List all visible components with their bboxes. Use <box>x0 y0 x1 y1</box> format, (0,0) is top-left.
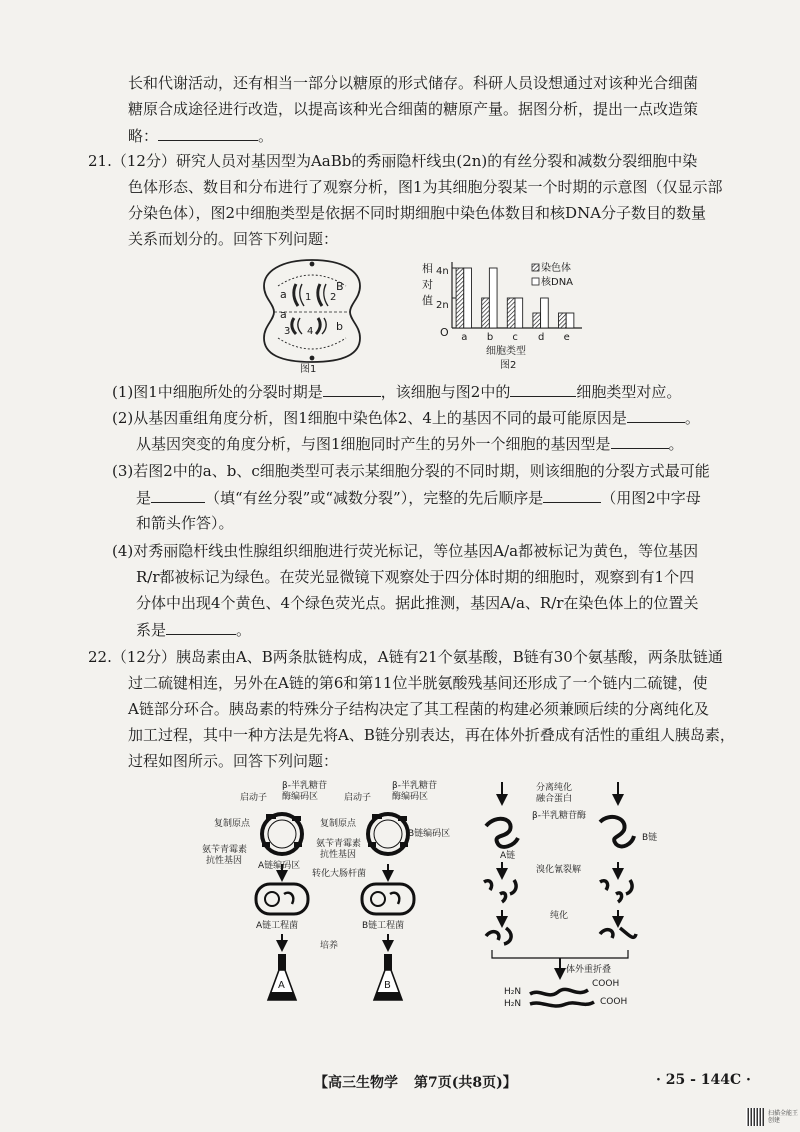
label-purify-1: 分离纯化 <box>536 783 573 793</box>
q21-part4-line3: 分体中出现4个黄色、4个绿色荧光点。据此推测，基因A/a、R/r在染色体上的位置关 <box>136 594 699 612</box>
bar-e-dna <box>566 313 574 328</box>
label-betagal-a-2: 酶编码区 <box>282 792 319 802</box>
fig1-label-2: 2 <box>330 292 337 303</box>
fig2-origin: O <box>440 326 449 339</box>
bar-d-chromosome <box>533 313 541 328</box>
bacterium-b <box>362 884 414 914</box>
legend-dna-label: 核DNA <box>541 277 574 288</box>
plasmid-a <box>262 814 302 854</box>
insulin-molecule <box>530 989 594 1006</box>
fig1-label-1: 1 <box>305 292 312 303</box>
plasmid-b <box>368 814 408 854</box>
label-beta-enzyme: β-半乳糖苷酶 <box>532 811 586 821</box>
purified-chains <box>486 928 636 944</box>
label-amp-b-1: 氨苄青霉素 <box>316 839 362 849</box>
label-ori-b: 复制原点 <box>320 819 357 829</box>
label-refold: 体外重折叠 <box>566 965 612 975</box>
label-cooh-2: COOH <box>600 997 628 1007</box>
q21-p2-text-b: 。 <box>684 409 700 427</box>
legend-dna-swatch <box>532 278 539 285</box>
fig1-label-a-top: a <box>280 288 287 301</box>
q21-p2-text-c: 从基因突变的角度分析，与图1细胞同时产生的另外一个细胞的基因型是 <box>136 435 611 453</box>
label-h2n-2: H₂N <box>504 999 522 1009</box>
q21-p2-text-d: 。 <box>668 435 684 453</box>
fig1-label-3: 3 <box>284 326 291 337</box>
q21-part4-line4 <box>136 618 251 641</box>
qr-code-icon <box>746 1108 764 1126</box>
fig1-label-b: b <box>336 320 343 333</box>
q22-line-1: 22.（12分）胰岛素由A、B两条肽链构成，A链有21个氨基酸，B链有30个氨基酸，两条肽链通 <box>88 648 723 666</box>
label-flask-b: B <box>384 980 391 991</box>
fusion-protein-a <box>486 819 518 847</box>
flask-a <box>268 954 296 1000</box>
intro-line-3-text: 略： <box>128 127 159 145</box>
fig1-label-B: B <box>336 280 344 293</box>
label-flask-a: A <box>278 980 285 991</box>
fig2-ylabel <box>422 261 433 307</box>
label-chain-a: A链 <box>500 851 516 861</box>
q21-line-2: 色体形态、数目和分布进行了观察分析，图1为其细胞分裂某一个时期的示意图（仅显示部 <box>128 178 723 196</box>
answer-blank-21-1a[interactable] <box>323 380 381 397</box>
fig2-ytick-4n: 4n <box>436 266 449 277</box>
intro-line-3 <box>128 124 273 147</box>
label-amp-a-2: 抗性基因 <box>206 856 243 866</box>
q21-p1-text-a: (1)图1中细胞所处的分裂时期是 <box>112 383 323 401</box>
footer-page: 第7页(共8页)】 <box>414 1075 517 1091</box>
bar-c-chromosome <box>507 298 515 328</box>
q21-part2-line1 <box>112 406 700 429</box>
label-betagal-b-2: 酶编码区 <box>392 792 429 802</box>
label-b-region: B链编码区 <box>408 829 451 839</box>
label-betagal-b-1: β-半乳糖苷 <box>392 781 437 791</box>
label-promoter-b: 启动子 <box>344 793 372 803</box>
fig1-caption: 图1 <box>300 364 317 374</box>
q21-p4-text-d: 系是 <box>136 621 167 639</box>
label-ori-a: 复制原点 <box>214 819 251 829</box>
q21-part4-line1: (4)对秀丽隐杆线虫性腺组织细胞进行荧光标记，等位基因A/a都被标记为黄色，等位基因 <box>112 542 699 560</box>
watermark-line-1: 扫描全能王 <box>768 1110 799 1117</box>
xtick-d: d <box>538 332 545 343</box>
fig2-caption: 图2 <box>500 360 517 370</box>
label-cnbr: 溴化氰裂解 <box>536 865 582 875</box>
answer-blank-21-2a[interactable] <box>627 406 685 423</box>
q21-p1-text-c: 细胞类型对应。 <box>576 383 682 401</box>
intro-line-1: 长和代谢活动，还有相当一部分以糖原的形式储存。科研人员设想通过对该种光合细菌 <box>128 74 699 92</box>
answer-blank-20[interactable] <box>158 124 258 141</box>
bar-e-chromosome <box>558 313 566 328</box>
watermark-line-2: 创建 <box>768 1117 781 1124</box>
answer-blank-21-3a[interactable] <box>151 486 205 503</box>
label-a-strain: A链工程菌 <box>256 921 299 931</box>
q21-p3-text-c: （填“有丝分裂”或“减数分裂”），完整的先后顺序是 <box>205 489 544 507</box>
legend-chrom-swatch <box>532 264 539 271</box>
figure-2-chart <box>420 256 600 370</box>
q21-p4-text-e: 。 <box>236 621 252 639</box>
label-amp-b-2: 抗性基因 <box>320 850 357 860</box>
footer-subject: 【高三生物学 <box>314 1075 398 1091</box>
bar-b-chromosome <box>482 298 490 328</box>
q21-part3-line1: (3)若图2中的a、b、c细胞类型可表示某细胞分裂的不同时期，则该细胞的分裂方式最可能 <box>112 462 710 480</box>
answer-blank-21-3b[interactable] <box>543 486 601 503</box>
label-amp-a-1: 氨苄青霉素 <box>202 845 248 855</box>
intro-line-3-end: 。 <box>258 127 274 145</box>
bacterium-a <box>256 884 308 914</box>
q21-part1 <box>112 380 681 403</box>
bar-c-dna <box>515 298 523 328</box>
bar-a-dna <box>464 268 472 328</box>
ylabel-char-2: 值 <box>422 294 433 307</box>
q22-line-3: A链部分环合。胰岛素的特殊分子结构决定了其工程菌的构建必须兼顾后续的分离纯化及 <box>128 700 709 718</box>
legend-chrom-label: 染色体 <box>541 263 571 274</box>
fig2-ytick-2n: 2n <box>436 300 449 311</box>
fusion-protein-b <box>600 817 634 846</box>
xtick-e: e <box>563 332 570 343</box>
intro-line-2: 糖原合成途径进行改造，以提高该种光合细菌的糖原产量。据图分析，提出一点改造策 <box>128 100 699 118</box>
bar-d-dna <box>541 298 549 328</box>
q21-p3-text-d: （用图2中字母 <box>601 489 701 507</box>
ylabel-char-0: 相 <box>422 262 433 275</box>
insulin-process-figure <box>196 778 666 1038</box>
label-b-strain: B链工程菌 <box>362 921 405 931</box>
ylabel-char-1: 对 <box>422 278 433 291</box>
q22-line-4: 加工过程，其中一种方法是先将A、B链分别表达，再在体外折叠成有活性的重组人胰岛素， <box>128 726 735 744</box>
xtick-b: b <box>486 332 494 343</box>
label-purify-2: 融合蛋白 <box>536 794 573 804</box>
bar-a-chromosome <box>456 268 464 328</box>
q22-line-2: 过二硫键相连，另外在A链的第6和第11位半胱氨酸残基间还形成了一个链内二硫键，使 <box>128 674 708 692</box>
q21-line-4: 关系而划分的。回答下列问题： <box>128 230 339 248</box>
figure-1-cell <box>256 254 368 374</box>
answer-blank-21-4[interactable] <box>166 618 236 635</box>
label-h2n-1: H₂N <box>504 987 522 997</box>
label-culture: 培养 <box>320 941 339 951</box>
q22-line-5: 过程如图所示。回答下列问题： <box>128 752 339 770</box>
q21-p1-text-b: ，该细胞与图2中的 <box>380 383 511 401</box>
scanner-watermark <box>768 1110 798 1124</box>
fig1-label-a-mid: a <box>280 308 287 321</box>
q21-line-3: 分染色体），图2中细胞类型是依据不同时期细胞中染色体数目和核DNA分子数目的数量 <box>128 204 707 222</box>
label-purification: 纯化 <box>550 911 569 921</box>
flask-b <box>374 954 402 1000</box>
fig2-xlabel: 细胞类型 <box>486 346 526 357</box>
footer-code: · 25 - 144C · <box>656 1072 751 1088</box>
xtick-c: c <box>512 332 518 343</box>
q21-p2-text-a: (2)从基因重组角度分析，图1细胞中染色体2、4上的基因不同的最可能原因是 <box>112 409 627 427</box>
bar-b-dna <box>489 268 497 328</box>
label-chain-b: B链 <box>642 833 658 843</box>
answer-blank-21-2b[interactable] <box>611 432 669 449</box>
answer-blank-21-1b[interactable] <box>510 380 576 397</box>
label-a-region: A链编码区 <box>258 861 301 871</box>
cleaved-fragments <box>484 880 632 902</box>
q21-part3-line3: 和箭头作答）。 <box>136 514 234 532</box>
label-cooh-1: COOH <box>592 979 620 989</box>
fig1-label-4: 4 <box>307 326 314 337</box>
xtick-a: a <box>461 332 468 343</box>
q21-part2-line2 <box>136 432 684 455</box>
q21-p3-text-b: 是 <box>136 489 152 507</box>
label-betagal-a-1: β-半乳糖苷 <box>282 781 327 791</box>
label-promoter-a: 启动子 <box>240 793 268 803</box>
q21-line-1: 21.（12分）研究人员对基因型为AaBb的秀丽隐杆线虫(2n)的有丝分裂和减数分裂细胞中染 <box>88 152 698 170</box>
q21-part4-line2: R/r都被标记为绿色。在荧光显微镜下观察处于四分体时期的细胞时，观察到有1个四 <box>136 568 695 586</box>
q21-part3-line2 <box>136 486 701 509</box>
label-transform: 转化大肠杆菌 <box>312 869 367 879</box>
